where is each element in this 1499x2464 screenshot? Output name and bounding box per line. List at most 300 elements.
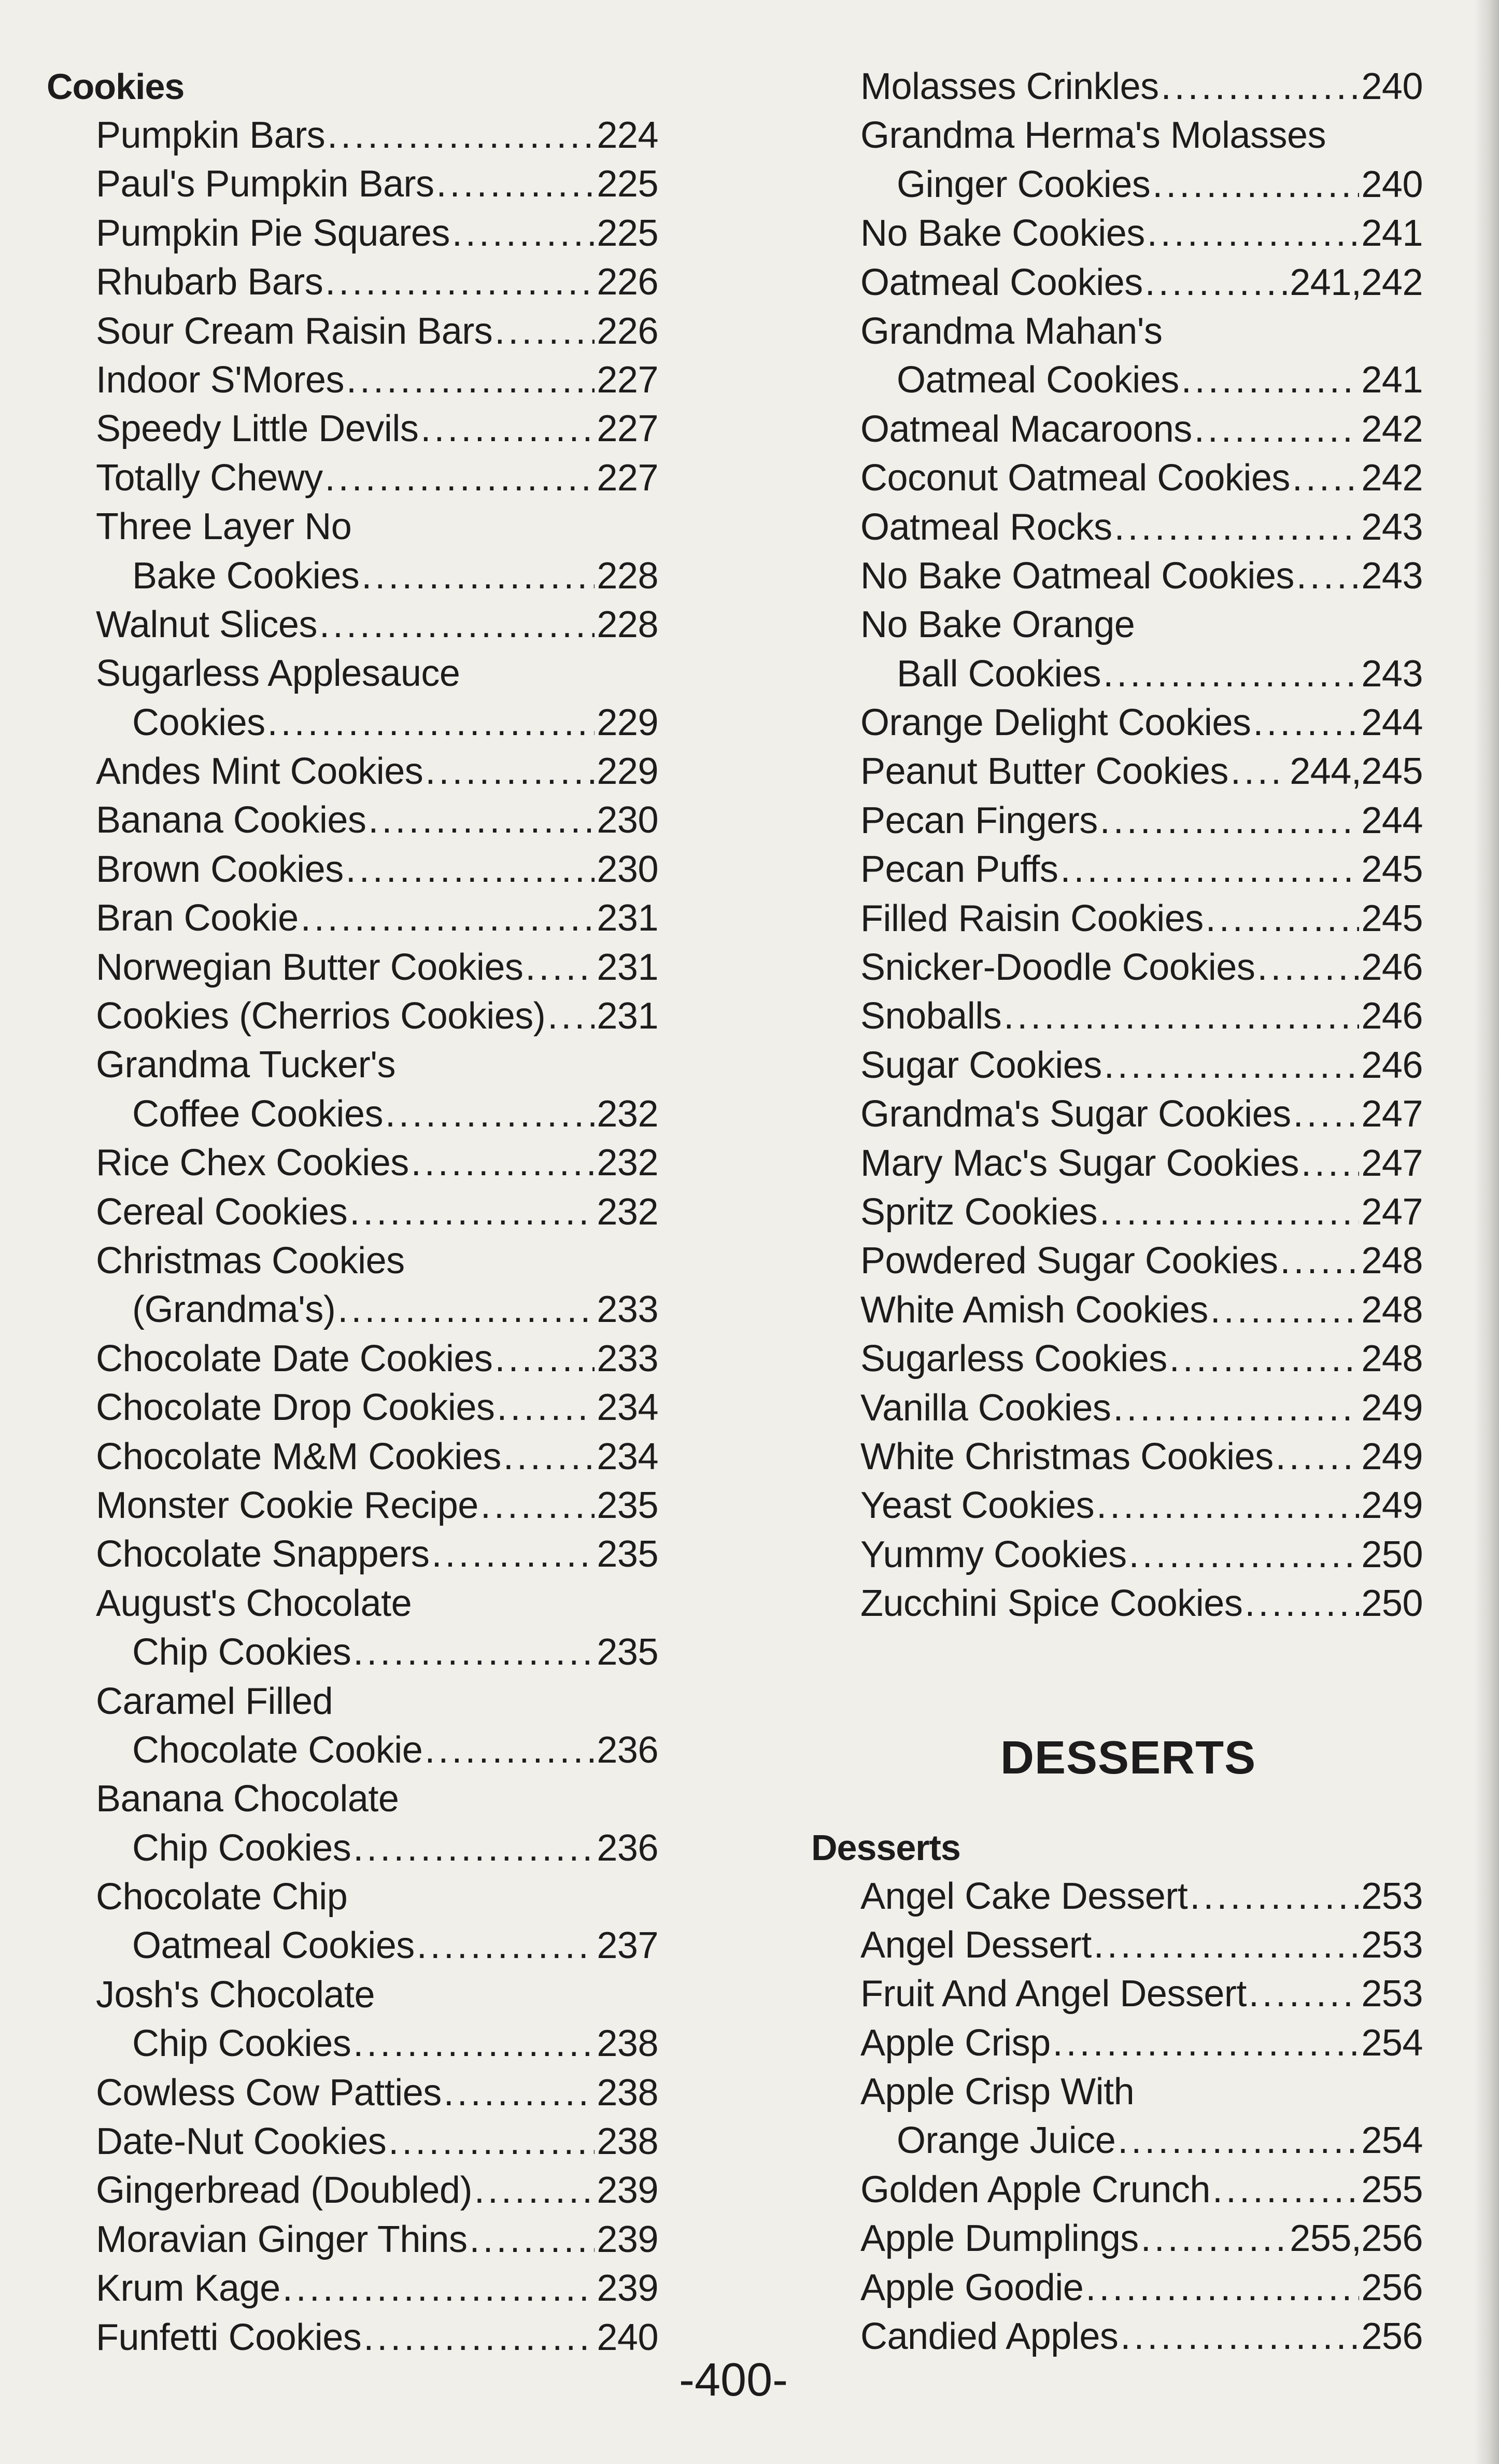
index-entry bbox=[811, 650, 1423, 698]
dot-leader bbox=[1249, 1969, 1359, 2018]
entry-title: Cookies (Cherrios Cookies) bbox=[96, 995, 546, 1037]
entry-page-number: 244 bbox=[1361, 799, 1423, 841]
entry-page-number: 253 bbox=[1361, 1875, 1423, 1917]
entry-title: Banana Chocolate bbox=[96, 1778, 399, 1820]
entry-title: Molasses Crinkles bbox=[860, 66, 1159, 107]
entry-title: Grandma Herma's Molasses bbox=[860, 115, 1326, 157]
dot-leader bbox=[452, 209, 595, 258]
index-entry bbox=[47, 1188, 658, 1236]
index-entry bbox=[811, 1286, 1423, 1334]
cookies-continued-entry-list bbox=[811, 62, 1423, 1628]
entry-title: Christmas Cookies bbox=[96, 1240, 405, 1282]
dot-leader bbox=[1296, 552, 1359, 600]
entry-title: Grandma Mahan's bbox=[860, 310, 1163, 352]
entry-page-number: 226 bbox=[597, 261, 658, 303]
entry-page-number: 256 bbox=[1361, 2266, 1423, 2308]
dot-leader bbox=[1094, 1921, 1360, 1969]
entry-title: Apple Crisp bbox=[860, 2022, 1051, 2064]
dot-leader bbox=[1147, 209, 1360, 258]
entry-title: Zucchini Spice Cookies bbox=[860, 1583, 1243, 1625]
entry-title: Oatmeal Cookies bbox=[860, 261, 1143, 303]
entry-title: Chip Cookies bbox=[132, 2023, 351, 2065]
entry-page-number: 229 bbox=[597, 751, 658, 793]
entry-title: Yummy Cookies bbox=[860, 1533, 1127, 1575]
dot-leader bbox=[444, 2068, 595, 2117]
index-entry bbox=[811, 1921, 1423, 1969]
entry-title: Candied Apples bbox=[860, 2316, 1119, 2358]
dot-leader bbox=[1231, 747, 1288, 796]
index-entry bbox=[47, 404, 658, 453]
entry-title: Josh's Chocolate bbox=[96, 1974, 375, 2016]
dot-leader bbox=[1060, 845, 1359, 894]
index-entry bbox=[811, 503, 1423, 552]
entry-title: Apple Goodie bbox=[860, 2266, 1084, 2308]
dot-leader bbox=[1210, 1286, 1360, 1334]
entry-page-number: 245 bbox=[1361, 897, 1423, 939]
entry-title: Coconut Oatmeal Cookies bbox=[860, 457, 1290, 499]
index-entry bbox=[811, 1139, 1423, 1188]
dot-leader bbox=[388, 2117, 595, 2166]
entry-title: Walnut Slices bbox=[96, 603, 317, 645]
entry-page-number: 246 bbox=[1361, 1044, 1423, 1086]
index-entry bbox=[47, 1138, 658, 1187]
index-entry bbox=[811, 1041, 1423, 1090]
dot-leader bbox=[420, 404, 595, 453]
index-entry bbox=[47, 1775, 658, 1823]
entry-page-number: 226 bbox=[597, 310, 658, 352]
index-entry bbox=[47, 1726, 658, 1775]
dot-leader bbox=[425, 747, 595, 796]
index-entry bbox=[47, 2166, 658, 2215]
entry-title: Chip Cookies bbox=[132, 1631, 351, 1673]
dot-leader bbox=[1280, 1236, 1359, 1285]
entry-title: Sugarless Applesauce bbox=[96, 653, 460, 695]
entry-page-number: 240 bbox=[1361, 163, 1423, 205]
entry-title: Oatmeal Cookies bbox=[897, 359, 1179, 401]
entry-title: Krum Kage bbox=[96, 2268, 280, 2310]
dot-leader bbox=[282, 2264, 595, 2313]
dot-leader bbox=[497, 1383, 595, 1432]
entry-page-number: 255 bbox=[1361, 2169, 1423, 2210]
entry-title: Norwegian Butter Cookies bbox=[96, 946, 524, 988]
entry-title: Three Layer No bbox=[96, 506, 352, 548]
index-entry bbox=[811, 2116, 1423, 2165]
entry-page-number: 256 bbox=[1361, 2316, 1423, 2358]
entry-title: Gingerbread (Doubled) bbox=[96, 2170, 472, 2212]
entry-title: Pecan Puffs bbox=[860, 849, 1058, 891]
entry-title: Grandma's Sugar Cookies bbox=[860, 1093, 1291, 1135]
dot-leader bbox=[1129, 1530, 1360, 1579]
entry-title: No Bake Cookies bbox=[860, 213, 1145, 255]
dot-leader bbox=[1292, 454, 1359, 502]
entry-page-number: 241 bbox=[1361, 213, 1423, 255]
index-entry bbox=[811, 209, 1423, 258]
dot-leader bbox=[385, 1090, 595, 1138]
index-entry bbox=[47, 1334, 658, 1383]
entry-title: Powdered Sugar Cookies bbox=[860, 1240, 1278, 1282]
entry-page-number: 250 bbox=[1361, 1583, 1423, 1625]
entry-page-number: 240 bbox=[597, 2316, 658, 2358]
index-entry bbox=[47, 1530, 658, 1579]
entry-title: Sour Cream Raisin Bars bbox=[96, 310, 493, 352]
entry-title: Spritz Cookies bbox=[860, 1191, 1098, 1233]
index-entry bbox=[811, 1872, 1423, 1921]
index-entry bbox=[47, 1921, 658, 1970]
dot-leader bbox=[547, 992, 595, 1040]
entry-page-number: 234 bbox=[597, 1387, 658, 1429]
entry-page-number: 247 bbox=[1361, 1142, 1423, 1184]
index-entry bbox=[811, 1969, 1423, 2018]
index-entry bbox=[47, 2264, 658, 2313]
entry-title: White Christmas Cookies bbox=[860, 1435, 1274, 1477]
entry-page-number: 236 bbox=[597, 1729, 658, 1771]
entry-page-number: 243 bbox=[1361, 653, 1423, 695]
dot-leader bbox=[301, 894, 595, 942]
index-entry bbox=[47, 1970, 658, 2019]
dot-leader bbox=[1141, 2214, 1288, 2263]
dot-leader bbox=[325, 454, 595, 502]
dot-leader bbox=[503, 1432, 595, 1481]
index-entry bbox=[47, 2068, 658, 2117]
dot-leader bbox=[1212, 2165, 1359, 2214]
entry-title: Ball Cookies bbox=[897, 653, 1101, 695]
index-entry bbox=[811, 1090, 1423, 1138]
index-entry bbox=[47, 600, 658, 649]
entry-title: Rice Chex Cookies bbox=[96, 1142, 409, 1184]
entry-title: Speedy Little Devils bbox=[96, 408, 419, 450]
index-entry bbox=[811, 1384, 1423, 1432]
dot-leader bbox=[353, 1824, 595, 1872]
entry-page-number: 241,242 bbox=[1290, 261, 1423, 303]
index-entry bbox=[47, 1040, 658, 1089]
dot-leader bbox=[1099, 1188, 1359, 1236]
entry-page-number: 244,245 bbox=[1290, 751, 1423, 793]
entry-page-number: 248 bbox=[1361, 1338, 1423, 1380]
index-entry bbox=[811, 992, 1423, 1040]
dot-leader bbox=[327, 111, 595, 160]
entry-page-number: 234 bbox=[597, 1435, 658, 1477]
entry-page-number: 246 bbox=[1361, 947, 1423, 989]
dot-leader bbox=[346, 356, 595, 404]
entry-page-number: 242 bbox=[1361, 457, 1423, 499]
entry-page-number: 249 bbox=[1361, 1387, 1423, 1429]
entry-page-number: 248 bbox=[1361, 1240, 1423, 1282]
entry-page-number: 235 bbox=[597, 1631, 658, 1673]
index-entry bbox=[47, 1432, 658, 1481]
index-entry bbox=[811, 600, 1423, 649]
dot-leader bbox=[349, 1188, 595, 1236]
index-entry bbox=[47, 2215, 658, 2264]
index-entry bbox=[811, 2019, 1423, 2067]
index-entry bbox=[47, 649, 658, 698]
dot-leader bbox=[1194, 405, 1360, 454]
entry-title: Funfetti Cookies bbox=[96, 2316, 362, 2358]
entry-title: (Grandma's) bbox=[132, 1289, 336, 1331]
dot-leader bbox=[267, 698, 595, 747]
entry-page-number: 237 bbox=[597, 1925, 658, 1967]
entry-page-number: 231 bbox=[597, 946, 658, 988]
dot-leader bbox=[436, 160, 595, 208]
index-entry bbox=[811, 405, 1423, 454]
entry-title: Chip Cookies bbox=[132, 1827, 351, 1869]
entry-title: Bran Cookie bbox=[96, 897, 299, 939]
dot-leader bbox=[346, 845, 595, 894]
entry-page-number: 232 bbox=[597, 1142, 658, 1184]
entry-title: Sugar Cookies bbox=[860, 1044, 1102, 1086]
dot-leader bbox=[1152, 160, 1359, 209]
index-entry bbox=[47, 454, 658, 502]
entry-title: Moravian Ginger Thins bbox=[96, 2218, 468, 2260]
dot-leader bbox=[1245, 1579, 1359, 1628]
dot-leader bbox=[1113, 1384, 1359, 1432]
index-entry bbox=[47, 2019, 658, 2068]
index-entry bbox=[47, 552, 658, 600]
dot-leader bbox=[1118, 2116, 1359, 2165]
entry-page-number: 227 bbox=[597, 408, 658, 450]
entry-page-number: 235 bbox=[597, 1533, 658, 1575]
dot-leader bbox=[494, 307, 595, 356]
entry-page-number: 232 bbox=[597, 1093, 658, 1135]
dot-leader bbox=[411, 1138, 595, 1187]
entry-page-number: 243 bbox=[1361, 555, 1423, 597]
entry-title: Paul's Pumpkin Bars bbox=[96, 163, 434, 205]
entry-page-number: 231 bbox=[597, 897, 658, 939]
index-entry bbox=[47, 160, 658, 208]
page-binding-shadow bbox=[1474, 0, 1499, 2464]
entry-title: Ginger Cookies bbox=[897, 163, 1151, 205]
entry-page-number: 240 bbox=[1361, 66, 1423, 107]
dot-leader bbox=[1301, 1139, 1359, 1188]
dot-leader bbox=[1103, 650, 1359, 698]
index-entry bbox=[811, 894, 1423, 943]
desserts-heading: Desserts bbox=[811, 1827, 960, 1868]
index-entry bbox=[811, 1334, 1423, 1383]
entry-title: Golden Apple Crunch bbox=[860, 2169, 1210, 2210]
page-number: -400- bbox=[679, 2354, 788, 2406]
dot-leader bbox=[1096, 1481, 1359, 1530]
desserts-section-title: DESSERTS bbox=[1000, 1732, 1256, 1784]
entry-title: Chocolate Cookie bbox=[132, 1729, 423, 1771]
entry-page-number: 238 bbox=[597, 2121, 658, 2163]
dot-leader bbox=[363, 2313, 595, 2362]
index-entry bbox=[811, 2214, 1423, 2263]
index-entry bbox=[811, 307, 1423, 356]
entry-page-number: 249 bbox=[1361, 1485, 1423, 1527]
entry-page-number: 239 bbox=[597, 2218, 658, 2260]
entry-title: Pumpkin Pie Squares bbox=[96, 212, 450, 254]
index-entry bbox=[47, 1481, 658, 1530]
entry-page-number: 233 bbox=[597, 1337, 658, 1379]
index-entry bbox=[811, 454, 1423, 502]
entry-page-number: 233 bbox=[597, 1289, 658, 1331]
cookies-heading: Cookies bbox=[47, 66, 185, 107]
index-entry bbox=[47, 894, 658, 942]
entry-page-number: 255,256 bbox=[1290, 2218, 1423, 2260]
entry-page-number: 224 bbox=[597, 115, 658, 156]
entry-title: Orange Delight Cookies bbox=[860, 702, 1251, 744]
entry-title: Brown Cookies bbox=[96, 848, 344, 890]
index-entry bbox=[47, 796, 658, 844]
index-entry bbox=[811, 747, 1423, 796]
entry-page-number: 225 bbox=[597, 212, 658, 254]
entry-title: Yeast Cookies bbox=[860, 1485, 1095, 1527]
entry-title: Fruit And Angel Dessert bbox=[860, 1973, 1247, 2015]
entry-title: Monster Cookie Recipe bbox=[96, 1484, 478, 1526]
entry-page-number: 228 bbox=[597, 555, 658, 597]
index-entry bbox=[811, 356, 1423, 404]
left-index-column bbox=[47, 62, 658, 2362]
index-entry bbox=[47, 845, 658, 894]
index-entry bbox=[811, 552, 1423, 600]
entry-title: August's Chocolate bbox=[96, 1582, 412, 1624]
dot-leader bbox=[525, 943, 595, 992]
entry-title: Cookies bbox=[132, 701, 265, 743]
dot-leader bbox=[1120, 2312, 1359, 2361]
dot-leader bbox=[1104, 1041, 1360, 1090]
dot-leader bbox=[425, 1726, 595, 1775]
entry-title: Angel Dessert bbox=[860, 1924, 1092, 1966]
dot-leader bbox=[325, 258, 595, 306]
entry-title: Rhubarb Bars bbox=[96, 261, 323, 303]
entry-title: Apple Crisp With bbox=[860, 2071, 1135, 2113]
index-entry bbox=[47, 1579, 658, 1628]
dot-leader bbox=[431, 1530, 595, 1579]
index-entry bbox=[47, 258, 658, 306]
entry-title: Vanilla Cookies bbox=[860, 1387, 1111, 1429]
index-entry bbox=[47, 1628, 658, 1677]
index-entry bbox=[811, 2312, 1423, 2361]
entry-page-number: 242 bbox=[1361, 408, 1423, 450]
index-entry bbox=[47, 1236, 658, 1285]
dot-leader bbox=[319, 600, 595, 649]
dot-leader bbox=[1145, 258, 1288, 307]
entry-page-number: 236 bbox=[597, 1827, 658, 1869]
entry-title: Peanut Butter Cookies bbox=[860, 751, 1228, 793]
entry-page-number: 241 bbox=[1361, 359, 1423, 401]
dot-leader bbox=[474, 2166, 595, 2215]
index-entry bbox=[811, 111, 1423, 160]
index-entry bbox=[47, 992, 658, 1040]
entry-title: Bake Cookies bbox=[132, 555, 360, 597]
index-entry bbox=[811, 2263, 1423, 2312]
dot-leader bbox=[494, 1334, 595, 1383]
index-entry bbox=[47, 698, 658, 747]
dot-leader bbox=[337, 1285, 595, 1334]
entry-page-number: 239 bbox=[597, 2170, 658, 2212]
entry-page-number: 247 bbox=[1361, 1191, 1423, 1233]
entry-page-number: 247 bbox=[1361, 1093, 1423, 1135]
entry-page-number: 235 bbox=[597, 1484, 658, 1526]
dot-leader bbox=[1257, 943, 1359, 992]
dot-leader bbox=[353, 1628, 595, 1677]
dot-leader bbox=[1206, 894, 1360, 943]
index-entry bbox=[47, 2313, 658, 2362]
dot-leader bbox=[368, 796, 595, 844]
index-entry bbox=[811, 258, 1423, 307]
entry-title: Caramel Filled bbox=[96, 1680, 333, 1722]
dot-leader bbox=[1161, 62, 1360, 111]
dot-leader bbox=[361, 552, 595, 600]
entry-title: Date-Nut Cookies bbox=[96, 2121, 387, 2163]
entry-page-number: 229 bbox=[597, 701, 658, 743]
index-entry bbox=[811, 62, 1423, 111]
entry-page-number: 227 bbox=[597, 359, 658, 401]
entry-title: Orange Juice bbox=[897, 2120, 1116, 2162]
entry-title: Cowless Cow Patties bbox=[96, 2072, 442, 2114]
entry-page-number: 239 bbox=[597, 2268, 658, 2310]
index-entry bbox=[47, 1383, 658, 1432]
section-spacer bbox=[811, 1628, 1423, 1823]
entry-page-number: 245 bbox=[1361, 849, 1423, 891]
entry-title: Andes Mint Cookies bbox=[96, 751, 423, 793]
index-entry bbox=[811, 1236, 1423, 1285]
dot-leader bbox=[1190, 1872, 1359, 1921]
index-entry bbox=[47, 502, 658, 551]
entry-title: White Amish Cookies bbox=[860, 1289, 1208, 1331]
index-entry bbox=[47, 1090, 658, 1138]
index-entry bbox=[811, 1432, 1423, 1481]
dot-leader bbox=[1293, 1090, 1360, 1138]
index-entry bbox=[47, 943, 658, 992]
entry-title: Pecan Fingers bbox=[860, 799, 1098, 841]
entry-page-number: 230 bbox=[597, 799, 658, 841]
entry-title: Apple Dumplings bbox=[860, 2218, 1139, 2260]
entry-title: No Bake Oatmeal Cookies bbox=[860, 555, 1294, 597]
index-entry bbox=[811, 943, 1423, 992]
index-entry bbox=[47, 1285, 658, 1334]
entry-title: Cereal Cookies bbox=[96, 1191, 348, 1233]
entry-title: Pumpkin Bars bbox=[96, 115, 326, 156]
entry-page-number: 228 bbox=[597, 603, 658, 645]
entry-title: Snoballs bbox=[860, 995, 1002, 1037]
entry-page-number: 232 bbox=[597, 1191, 658, 1233]
entry-title: Angel Cake Dessert bbox=[860, 1875, 1188, 1917]
entry-title: Chocolate M&M Cookies bbox=[96, 1435, 501, 1477]
index-entry bbox=[47, 307, 658, 356]
index-entry bbox=[47, 356, 658, 404]
entry-page-number: 249 bbox=[1361, 1435, 1423, 1477]
entry-title: No Bake Orange bbox=[860, 604, 1135, 646]
index-entry bbox=[811, 1481, 1423, 1530]
entry-page-number: 254 bbox=[1361, 2120, 1423, 2162]
dot-leader bbox=[1253, 698, 1359, 747]
entry-title: Sugarless Cookies bbox=[860, 1338, 1167, 1380]
entry-title: Oatmeal Cookies bbox=[132, 1925, 415, 1967]
dot-leader bbox=[1114, 503, 1360, 552]
index-entry bbox=[811, 845, 1423, 894]
dot-leader bbox=[1085, 2263, 1359, 2312]
entry-page-number: 243 bbox=[1361, 506, 1423, 548]
index-entry bbox=[47, 1824, 658, 1872]
entry-title: Chocolate Chip bbox=[96, 1876, 348, 1918]
entry-title: Banana Cookies bbox=[96, 799, 366, 841]
dot-leader bbox=[480, 1481, 595, 1530]
index-entry bbox=[47, 209, 658, 258]
index-entry bbox=[811, 796, 1423, 845]
entry-title: Filled Raisin Cookies bbox=[860, 897, 1204, 939]
entry-title: Oatmeal Macaroons bbox=[860, 408, 1192, 450]
right-index-column bbox=[811, 62, 1423, 2361]
dot-leader bbox=[1003, 992, 1359, 1040]
entry-title: Oatmeal Rocks bbox=[860, 506, 1112, 548]
entry-title: Mary Mac's Sugar Cookies bbox=[860, 1142, 1299, 1184]
entry-page-number: 250 bbox=[1361, 1533, 1423, 1575]
entry-page-number: 253 bbox=[1361, 1973, 1423, 2015]
entry-page-number: 244 bbox=[1361, 702, 1423, 744]
dot-leader bbox=[1181, 356, 1360, 404]
dot-leader bbox=[470, 2215, 595, 2264]
entry-title: Snicker-Doodle Cookies bbox=[860, 947, 1255, 989]
